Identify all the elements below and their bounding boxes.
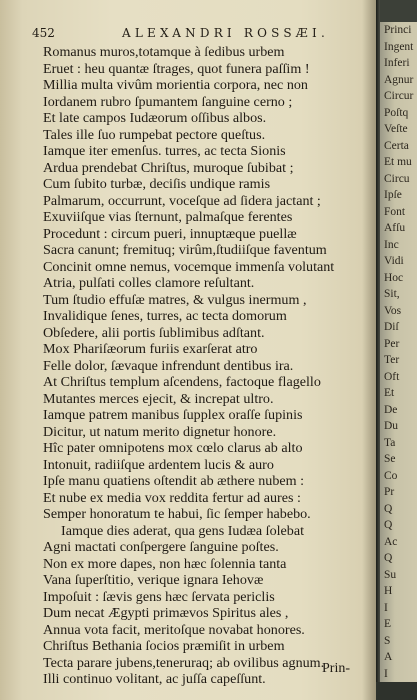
verse-line: Cum ſubito turbæ, deciſis undique ramis [43, 176, 271, 192]
verse-line: Felle dolor, ſævaque infrendunt dentibus ira. [43, 357, 294, 374]
facing-page-fragment: I [384, 601, 388, 614]
facing-page-fragment: Du [384, 420, 399, 432]
verse-line: Tecta parare jubens,teneruraq; ab ovilibus agnum. [43, 654, 325, 671]
facing-page-fragment: Vidi [384, 255, 404, 267]
verse-line: Eruet : heu quantæ ſtrages, quot funera paſſim ! [43, 60, 310, 77]
verse-line: Et nube ex media vox reddita fertur ad aures : [43, 489, 301, 506]
facing-page-fragment: I [384, 667, 388, 680]
verse-line: Illi continuo volitant, ac juſſa capeſſunt. [43, 671, 266, 687]
page-number: 452 [32, 26, 55, 40]
verse-line: Iamque dies aderat, qua gens Iudæa ſolebat [61, 522, 305, 539]
facing-page-fragment: Agnur [384, 73, 414, 86]
facing-page-fragment: Et [384, 387, 395, 399]
verse-line: Tales ille ſuo rumpebat pectore queſtus. [43, 126, 266, 143]
facing-page-fragment: E [384, 618, 392, 630]
verse-line: Concinit omne nemus, vocemque immenſa volutant [43, 258, 335, 275]
facing-page-fragment: Ac [384, 535, 398, 548]
verse-line: Impoſuit : ſævis gens hæc ſervata periclis [43, 588, 275, 605]
facing-page-fragment: Poſtq [384, 106, 409, 119]
running-head-title: ALEXANDRI ROSSÆI. [122, 26, 329, 40]
verse-line: Dum necat Ægypti primævos Spiritus ales , [43, 605, 289, 621]
facing-page-fragment: Et mu [384, 156, 412, 168]
verse-line: Mox Phariſæorum furiis exarſerat atro [43, 341, 258, 357]
verse-line: Iordanem rubro ſpumantem ſanguine cerno ; [43, 93, 293, 110]
facing-page-fragment: Su [384, 568, 397, 581]
verse-line: Ardua prendebat Chriſtus, muroque ſubibat ; [43, 159, 294, 176]
facing-page-fragment: Hoc [384, 271, 404, 284]
verse-line: Annua vota facit, meritoſque novabat honores. [43, 621, 305, 638]
verse-line: Millia multa vivûm morientia corpora, nec non [43, 77, 308, 93]
verse-line: Atria, pulſati colles clamore reſultant. [43, 275, 255, 291]
verse-line: Dicitur, ut natum merito dignetur honore. [43, 423, 277, 440]
verse-line: Chriſtus Bethania ſocios præmiſit in urbem [43, 638, 285, 654]
binding-shadow [376, 682, 417, 700]
verse-line: Et late campos Iudæorum oſſibus albos. [43, 110, 267, 126]
verse-line: Agni mactati conſpergere ſanguine poſtes. [43, 539, 279, 555]
verse-line: Hîc pater omnipotens mox cœlo clarus ab alto [43, 440, 303, 456]
facing-page-fragment: Vos [384, 304, 402, 317]
verse-line: Non ex more dapes, non hæc ſolennia tanta [43, 555, 287, 572]
verse-line: Palmarum, occurrunt, voceſque ad ſidera jactant ; [43, 192, 321, 209]
facing-page-fragment: H [384, 585, 393, 597]
facing-page-fragment: Certa [384, 139, 409, 152]
facing-page-fragment: Circur [384, 90, 414, 102]
verse-line: Obſedere, alii portis ſublimibus adſtant. [43, 324, 265, 341]
facing-page-fragment: Inferi [384, 57, 410, 69]
facing-page-fragment: Diſ [384, 321, 399, 333]
verse-line: Intonuit, radiiſque ardentem lucis & auro [43, 456, 274, 473]
facing-page-fragment: Ta [384, 436, 396, 449]
verse-line: Iamque patrem manibus ſupplex oraſſe ſupinis [43, 407, 303, 423]
facing-page-fragment: Veſte [384, 123, 408, 135]
facing-page-fragment: Princi [384, 24, 412, 36]
facing-page-fragment: Ipſe [384, 189, 402, 201]
facing-page-fragment: Q [384, 502, 393, 515]
facing-page-fragment: Sit, [384, 288, 400, 300]
facing-page-fragment: Ingent [384, 40, 414, 53]
verse-line: Iamque iter emenſus. turres, ac tecta Sionis [43, 143, 286, 159]
running-head [32, 26, 372, 44]
catchword: Prin- [322, 661, 350, 676]
verse-line: Exuviiſque vias ſternunt, palmaſque ferentes [43, 209, 293, 225]
verse-line: Invalidique ſenes, turres, ac tecta domorum [43, 308, 287, 324]
verse-line: Semper honoratum te habui, ſic ſemper habebo. [43, 506, 311, 522]
facing-page-fragment: Font [384, 205, 406, 218]
verse-line: Tum ſtudio effuſæ matres, & vulgus inermum , [43, 291, 307, 308]
poem-text-block [43, 44, 373, 688]
facing-page-fragment: Inc [384, 238, 399, 251]
facing-page-edge [380, 22, 417, 682]
facing-page-fragment: Pr [384, 486, 395, 498]
facing-page-fragment: S [384, 634, 391, 647]
facing-page-fragment: Circu [384, 172, 410, 185]
facing-page-fragment: Ter [384, 354, 400, 366]
verse-line: At Chriſtus templum aſcendens, factoque flagello [43, 374, 321, 390]
facing-page-fragment: De [384, 403, 398, 416]
facing-page-fragment: Se [384, 453, 396, 465]
verse-line: Ipſe manu quatiens oſtendit ab æthere nubem : [43, 473, 305, 489]
facing-page-fragment: A [384, 651, 393, 663]
verse-line: Romanus muros,totamque à ſedibus urbem [43, 44, 285, 60]
facing-page-fragment: Q [384, 552, 393, 564]
facing-page-fragment: Q [384, 519, 393, 531]
facing-page-fragment: Co [384, 469, 398, 482]
facing-page-fragment: Per [384, 337, 400, 350]
verse-line: Mutantes merces ejecit, & increpat ultro. [43, 390, 274, 407]
facing-page-fragment: Oft [384, 370, 400, 383]
verse-line: Vana ſuperſtitio, verique ignara Iehovæ [43, 572, 264, 588]
verse-line: Sacra canunt; fremituq; virûm,ſtudiiſque faventum [43, 242, 327, 258]
verse-line: Procedunt : circum pueri, innuptæque puellæ [43, 225, 297, 242]
facing-page-fragment: Afſu [384, 222, 406, 234]
